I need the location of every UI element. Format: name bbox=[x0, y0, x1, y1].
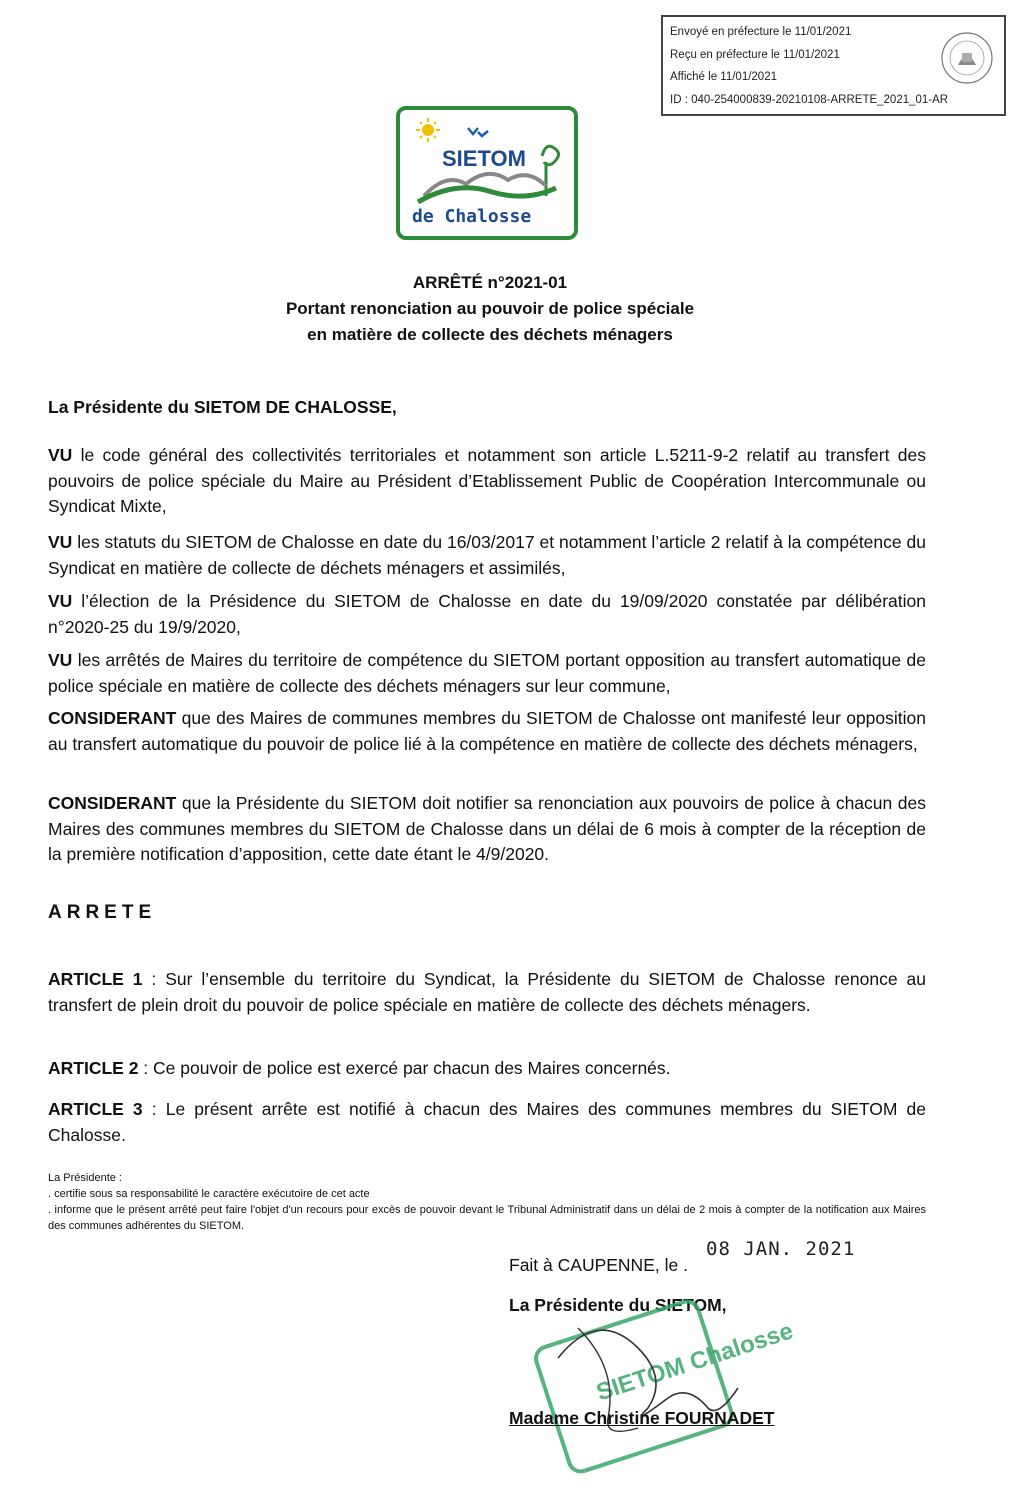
article-text: : Sur l’ensemble du territoire du Syndicat, la Présidente du SIETOM de Chalosse renonce au transfert de plein droit du pouvoir de police spéciale en matière de collecte des déchets ménagers. bbox=[48, 969, 926, 1015]
consideration-5 bbox=[48, 706, 926, 757]
consideration-lead: VU bbox=[48, 445, 73, 465]
article-lead: ARTICLE 1 bbox=[48, 969, 143, 989]
consideration-6 bbox=[48, 791, 926, 868]
prefecture-id: ID : 040-254000839-20210108-ARRETE_2021_01-AR bbox=[670, 93, 949, 106]
consideration-lead: CONSIDERANT bbox=[48, 708, 177, 728]
consideration-2 bbox=[48, 530, 926, 581]
sietom-signature-stamp bbox=[518, 1288, 797, 1478]
arrete-heading: ARRETE bbox=[48, 902, 157, 923]
consideration-lead: CONSIDERANT bbox=[48, 793, 177, 813]
arrete-number: ARRÊTÉ n°2021-01 bbox=[412, 273, 568, 292]
footer-notes bbox=[48, 1170, 926, 1234]
consideration-text: que des Maires de communes membres du SIETOM de Chalosse ont manifesté leur opposition au transfert automatique du pouvoir de police lié à la compétence en matière de collecte des déchets ménagers, bbox=[48, 708, 926, 754]
signatory-name: Madame Christine FOURNADET bbox=[509, 1408, 775, 1428]
footer-note-appeal: . informe que le présent arrêté peut faire l'objet d'un recours pour excès de pouvoir devant le Tribunal Administratif dans un délai de 2 mois à compter de la notification aux Maires des communes adhérentes du SIETOM. bbox=[48, 1204, 926, 1232]
intro-line: La Présidente du SIETOM DE CHALOSSE, bbox=[48, 397, 397, 417]
prefecture-received-date: Reçu en préfecture le 11/01/2021 bbox=[670, 48, 840, 61]
footer-note-heading: La Présidente : bbox=[48, 1172, 122, 1184]
prefecture-sent-date: Envoyé en préfecture le 11/01/2021 bbox=[670, 26, 852, 38]
title-line-2: Portant renonciation au pouvoir de police spéciale bbox=[285, 299, 695, 318]
consideration-text: le code général des collectivités territoriales et notamment son article L.5211-9-2 relatif au transfert des pouvoirs de police spéciale du Maire au Président d’Etablissement Public de Coopération Intercommunale ou Syndicat Mixte, bbox=[48, 445, 926, 516]
consideration-lead: VU bbox=[48, 650, 73, 670]
stamp-text: SIETOM Chalosse bbox=[593, 1317, 797, 1407]
consideration-3 bbox=[48, 589, 926, 640]
signature-role: La Présidente du SIETOM, bbox=[509, 1295, 727, 1315]
document-title bbox=[0, 270, 980, 348]
signature-date: 08 JAN. 2021 bbox=[706, 1238, 856, 1260]
article-text: : Ce pouvoir de police est exercé par chacun des Maires concernés. bbox=[138, 1058, 671, 1078]
title-line-3: en matière de collecte des déchets ménagers bbox=[307, 325, 673, 344]
sietom-logo bbox=[396, 106, 578, 240]
signature-place: Fait à CAUPENNE, le . bbox=[509, 1255, 688, 1275]
consideration-text: que la Présidente du SIETOM doit notifier sa renonciation aux pouvoirs de police à chacun des Maires des communes membres du SIETOM de Chalosse dans un délai de 6 mois à compter de la réception de la première notification d’apposition, cette date étant le 4/9/2020. bbox=[48, 793, 926, 864]
article-2 bbox=[48, 1056, 926, 1082]
consideration-text: les arrêtés de Maires du territoire de compétence du SIETOM portant opposition au transfert automatique de police spéciale en matière de collecte des déchets ménagers sur leur commune, bbox=[48, 650, 926, 696]
consideration-lead: VU bbox=[48, 532, 73, 552]
consideration-text: l’élection de la Présidence du SIETOM de Chalosse en date du 19/09/2020 constatée par délibération n°2020-25 du 19/9/2020, bbox=[48, 591, 926, 637]
consideration-text: les statuts du SIETOM de Chalosse en date du 16/03/2017 et notamment l’article 2 relatif à la compétence du Syndicat en matière de collecte de déchets ménagers et assimilés, bbox=[48, 532, 926, 578]
consideration-1 bbox=[48, 443, 926, 520]
footer-note-certify: . certifie sous sa responsabilité le caractère exécutoire de cet acte bbox=[48, 1188, 370, 1200]
prefecture-posted-date: Affiché le 11/01/2021 bbox=[670, 71, 777, 83]
logo-title: SIETOM bbox=[442, 146, 526, 171]
prefecture-stamp bbox=[661, 15, 1006, 116]
prefecture-seal-icon bbox=[940, 31, 994, 85]
consideration-lead: VU bbox=[48, 591, 73, 611]
article-lead: ARTICLE 3 bbox=[48, 1099, 143, 1119]
article-1 bbox=[48, 967, 926, 1018]
consideration-4 bbox=[48, 648, 926, 699]
article-lead: ARTICLE 2 bbox=[48, 1058, 139, 1078]
article-3 bbox=[48, 1097, 926, 1148]
article-text: : Le présent arrête est notifié à chacun des Maires des communes membres du SIETOM de Chalosse. bbox=[48, 1099, 926, 1145]
logo-subtitle: de Chalosse bbox=[412, 206, 532, 227]
